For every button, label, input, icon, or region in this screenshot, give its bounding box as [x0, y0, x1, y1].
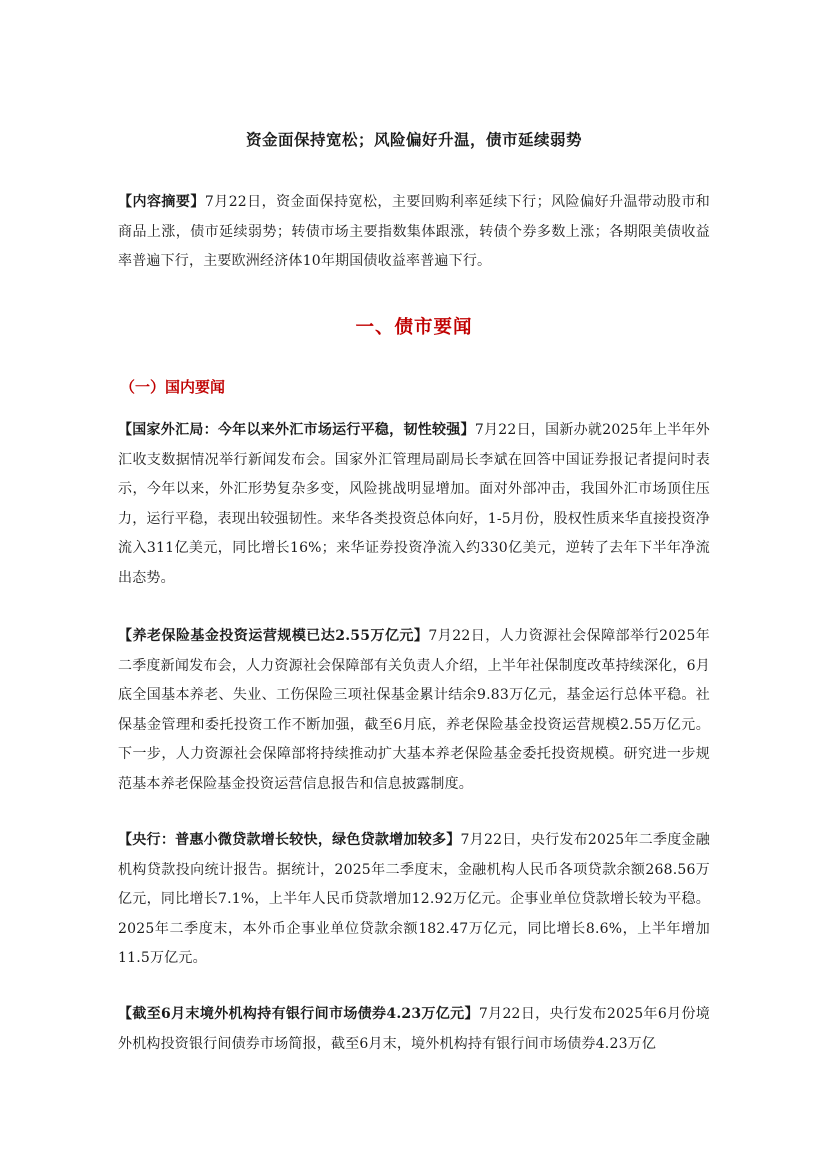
section-heading-bond-news: 一、债市要闻: [355, 317, 473, 338]
news-item: [118, 826, 710, 974]
news-item-lead: 【央行：普惠小微贷款增长较快，绿色贷款增加较多】: [118, 832, 461, 848]
summary-lead: 【内容摘要】: [118, 194, 205, 210]
news-item: [118, 1000, 710, 1059]
news-item-lead: 【养老保险基金投资运营规模已达2.55万亿元】: [118, 628, 429, 644]
news-item-lead: 【国家外汇局：今年以来外汇市场运行平稳，韧性较强】: [118, 422, 475, 438]
summary-paragraph: [118, 188, 710, 277]
news-item-text: 7月22日，央行发布2025年6月份境外机构投资银行间债券市场简报，截至6月末，境外机构持有银行间市场债券4.23万亿: [118, 1006, 710, 1052]
subsection-heading-domestic-news: （一）国内要闻: [120, 378, 226, 396]
news-item: [118, 622, 710, 799]
news-item-text: 7月22日，央行发布2025年二季度金融机构贷款投向统计报告。据统计，2025年二季度末，金融机构人民币各项贷款余额268.56万亿元，同比增长7.1%，上半年人民币贷款增加12.92万亿元。企事业单位贷款增长较为平稳。2025年二季度末，本外币企事业单位贷款余额182.47万亿元，同比增长8.6%，上半年增加11.5万亿元。: [118, 832, 710, 966]
document-title: 资金面保持宽松；风险偏好升温，债市延续弱势: [245, 130, 582, 149]
summary-text: 7月22日，资金面保持宽松，主要回购利率延续下行；风险偏好升温带动股市和商品上涨，债市延续弱势；转债市场主要指数集体跟涨，转债个券多数上涨；各期限美债收益率普遍下行，主要欧洲经济体10年期国债收益率普遍下行。: [118, 194, 711, 269]
news-item-text: 7月22日，人力资源社会保障部举行2025年二季度新闻发布会，人力资源社会保障部有关负责人介绍，上半年社保制度改革持续深化，6月底全国基本养老、失业、工伤保险三项社保基金累计结余9.83万亿元，基金运行总体平稳。社保基金管理和委托投资工作不断加强，截至6月底，养老保险基金投资运营规模2.55万亿元。下一步，人力资源社会保障部将持续推动扩大基本养老保险基金委托投资规模。研究进一步规范基本养老保险基金投资运营信息报告和信息披露制度。: [118, 628, 711, 792]
news-item-lead: 【截至6月末境外机构持有银行间市场债券4.23万亿元】: [118, 1006, 479, 1022]
news-item: [118, 416, 710, 593]
news-item-text: 7月22日，国新办就2025年上半年外汇收支数据情况举行新闻发布会。国家外汇管理局副局长李斌在回答中国证券报记者提问时表示，今年以来，外汇形势复杂多变，风险挑战明显增加。面对外部冲击，我国外汇市场顶住压力，运行平稳，表现出较强韧性。来华各类投资总体向好，1-5月份，股权性质来华直接投资净流入311亿美元，同比增长16%；来华证券投资净流入约330亿美元，逆转了去年下半年净流出态势。: [118, 422, 710, 586]
